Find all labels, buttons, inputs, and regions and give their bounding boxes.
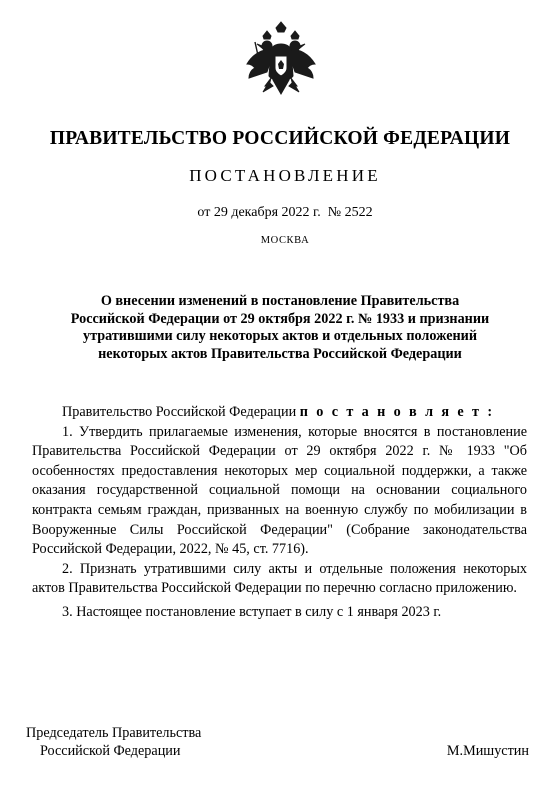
subject-line: некоторых актов Правительства Российской Федерации — [98, 345, 462, 362]
preamble-text: Правительство Российской Федерации — [62, 404, 297, 420]
signatory-position — [26, 724, 201, 760]
decrees-word: п о с т а н о в л я е т : — [299, 404, 495, 420]
position-line: Российской Федерации — [40, 743, 181, 759]
subject-line: О внесении изменений в постановление Правительства — [100, 293, 460, 309]
item-paragraph: 3. Настоящее постановление вступает в силу с 1 января 2023 г. — [62, 603, 442, 620]
item-paragraph: 1. Утвердить прилагаемые изменения, которые вносятся в постановление Правительства Российской Федерации от 29 октября 2022 г. № 1933 "Об особенностях предоставления некоторых мер социальной поддержки, а также оказания государственной социальной помощи на основании социального контракта семьям граждан, призванных на военную службу по мобилизации в Вооруженные Силы Российской Федерации" (Собрание законодательства Российской Федерации, 2022, № 45, ст. 7716). — [32, 423, 527, 558]
document-type: ПОСТАНОВЛЕНИЕ — [189, 166, 381, 185]
item-paragraph: 2. Признать утратившими силу акты и отдельные положения некоторых актов Правительства Российской Федерации по перечню согласно приложению. — [32, 560, 527, 597]
preamble-paragraph — [32, 403, 527, 423]
document-body — [32, 403, 527, 623]
signatory-name: М.Мишустин — [446, 743, 529, 759]
position-line: Председатель Правительства — [26, 725, 202, 741]
government-title: ПРАВИТЕЛЬСТВО РОССИЙСКОЙ ФЕДЕРАЦИИ — [49, 128, 511, 149]
document-city: МОСКВА — [260, 235, 310, 246]
document-subject — [30, 293, 530, 363]
subject-line: Российской Федерации от 29 октября 2022 г. № 1933 и признании — [70, 310, 490, 327]
subject-line: утратившими силу некоторых актов и отдельных положений — [82, 328, 478, 345]
document-date-number: от 29 декабря 2022 г. № 2522 — [197, 205, 373, 220]
coat-of-arms-icon — [243, 20, 319, 110]
